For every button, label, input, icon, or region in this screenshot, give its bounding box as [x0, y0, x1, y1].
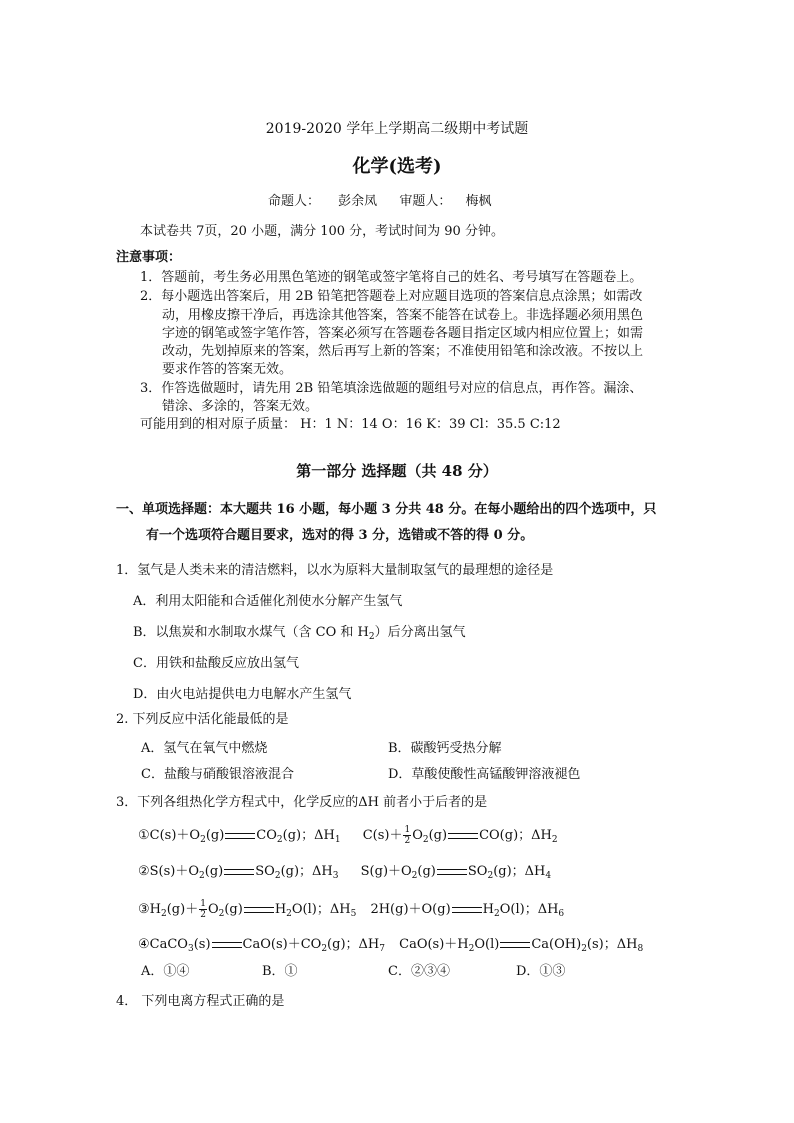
q1-option-d: D．由火电站提供电力电解水产生氢气: [133, 687, 352, 702]
q3-option-d: D．①③: [516, 964, 566, 979]
q1-option-b: B．以焦炭和水制取水煤气（含 CO 和 $H_2$）后分离出氢气: [133, 625, 466, 642]
author-label: 命题人：: [268, 194, 321, 209]
note-line: 要求作答的答案无效。: [162, 362, 293, 377]
q2-option-a: A．氢气在氧气中燃烧: [141, 741, 268, 756]
q2-option-c: C．盐酸与硝酸银溶液混合: [141, 767, 294, 782]
part1-instruction: 一、单项选择题：本大题共 16 小题，每小题 3 分共 48 分。在每小题给出的四个选项中，只: [116, 502, 657, 517]
q1-stem: 1．氢气是人类未来的清洁燃料，以水为原料大量制取氢气的最理想的途径是: [116, 563, 554, 578]
atomic-masses: 可能用到的相对原子质量： H：1 N：14 O：16 K：39 Cl：35.5 C:12: [140, 417, 561, 432]
q3-equation-3: $③H_2(g)+$ $\frac{1}{2}$ $O_2(g)$ $H_2O(l)$；$\Delta H_5$ 2H(g)＋O(g) $H_2O(l)$；$\Delta H_6$: [138, 899, 565, 920]
exam-intro: 本试卷共 7页，20 小题，满分 100 分，考试时间为 90 分钟。: [140, 224, 504, 239]
q2-stem: 2. 下列反应中活化能最低的是: [116, 712, 289, 727]
reviewer-label: 审题人：: [399, 194, 452, 209]
note-line: 2．每小题选出答案后，用 2B 铅笔把答题卷上对应题目选项的答案信息点涂黑；如需改: [140, 289, 643, 304]
reviewer-name: 梅枫: [465, 194, 492, 209]
q3-option-c: C．②③④: [388, 964, 450, 979]
author-line: [268, 190, 491, 209]
note-line: 1．答题前，考生务必用黑色笔迹的钢笔或签字笔将自己的姓名、考号填写在答题卷上。: [140, 270, 643, 285]
q3-option-b: B．①: [262, 964, 298, 979]
q3-stem: 3．下列各组热化学方程式中，化学反应的ΔH 前者小于后者的是: [116, 795, 488, 810]
part1-instruction: 有一个选项符合题目要求，选对的得 3 分，选错或不答的得 0 分。: [146, 528, 534, 543]
q3-equation-1: $①C(s)+O_2(g)$ $CO_2(g)$；$\Delta H_1$ C(s)＋ $\frac{1}{2}$ $O_2(g)$ CO(g)；$\Delta H_2$: [138, 825, 558, 846]
note-line: 错涂、多涂的，答案无效。: [162, 399, 319, 414]
notes-heading: 注意事项：: [116, 250, 182, 265]
part1-heading: 第一部分 选择题（共 48 分）: [296, 462, 498, 480]
note-line: 动，用橡皮擦干净后，再选涂其他答案，答案不能答在试卷上。非选择题必须用黑色: [162, 308, 644, 323]
q3-equation-4: ④CaCO$_3$(s) $CaO(s)+CO_2(g)$；$\Delta H_7$ $CaO(s)+H_2O(l)$ $Ca(OH)_2(s)$；$\Delta H_8$: [138, 937, 644, 954]
author-name: 彭余凤: [338, 194, 378, 209]
note-line: 字迹的钢笔或签字笔作答，答案必须写在答题卷各题目指定区域内相应位置上；如需: [162, 326, 644, 341]
q4-stem: 4． 下列电离方程式正确的是: [116, 994, 285, 1009]
exam-title: 2019-2020 学年上学期高二级期中考试题: [265, 121, 529, 137]
note-line: 改动，先划掉原来的答案，然后再写上新的答案；不准使用铅笔和涂改液。不按以上: [162, 344, 644, 359]
q2-option-b: B．碳酸钙受热分解: [388, 741, 502, 756]
note-line: 3．作答选做题时，请先用 2B 铅笔填涂选做题的题组号对应的信息点，再作答。漏涂、: [140, 381, 643, 396]
subject-title: 化学(选考): [352, 156, 442, 177]
q1-option-c: C．用铁和盐酸反应放出氢气: [133, 656, 299, 671]
q1-option-a: A．利用太阳能和合适催化剂使水分解产生氢气: [133, 594, 403, 609]
q2-option-d: D．草酸使酸性高锰酸钾溶液褪色: [388, 767, 581, 782]
q3-option-a: A．①④: [141, 964, 190, 979]
q3-equation-2: $②S(s)+O_2(g)$ $SO_2(g)$；$\Delta H_3$ $S(g)+O_2(g)$ $SO_2(g)$；$\Delta H_4$: [138, 864, 552, 881]
